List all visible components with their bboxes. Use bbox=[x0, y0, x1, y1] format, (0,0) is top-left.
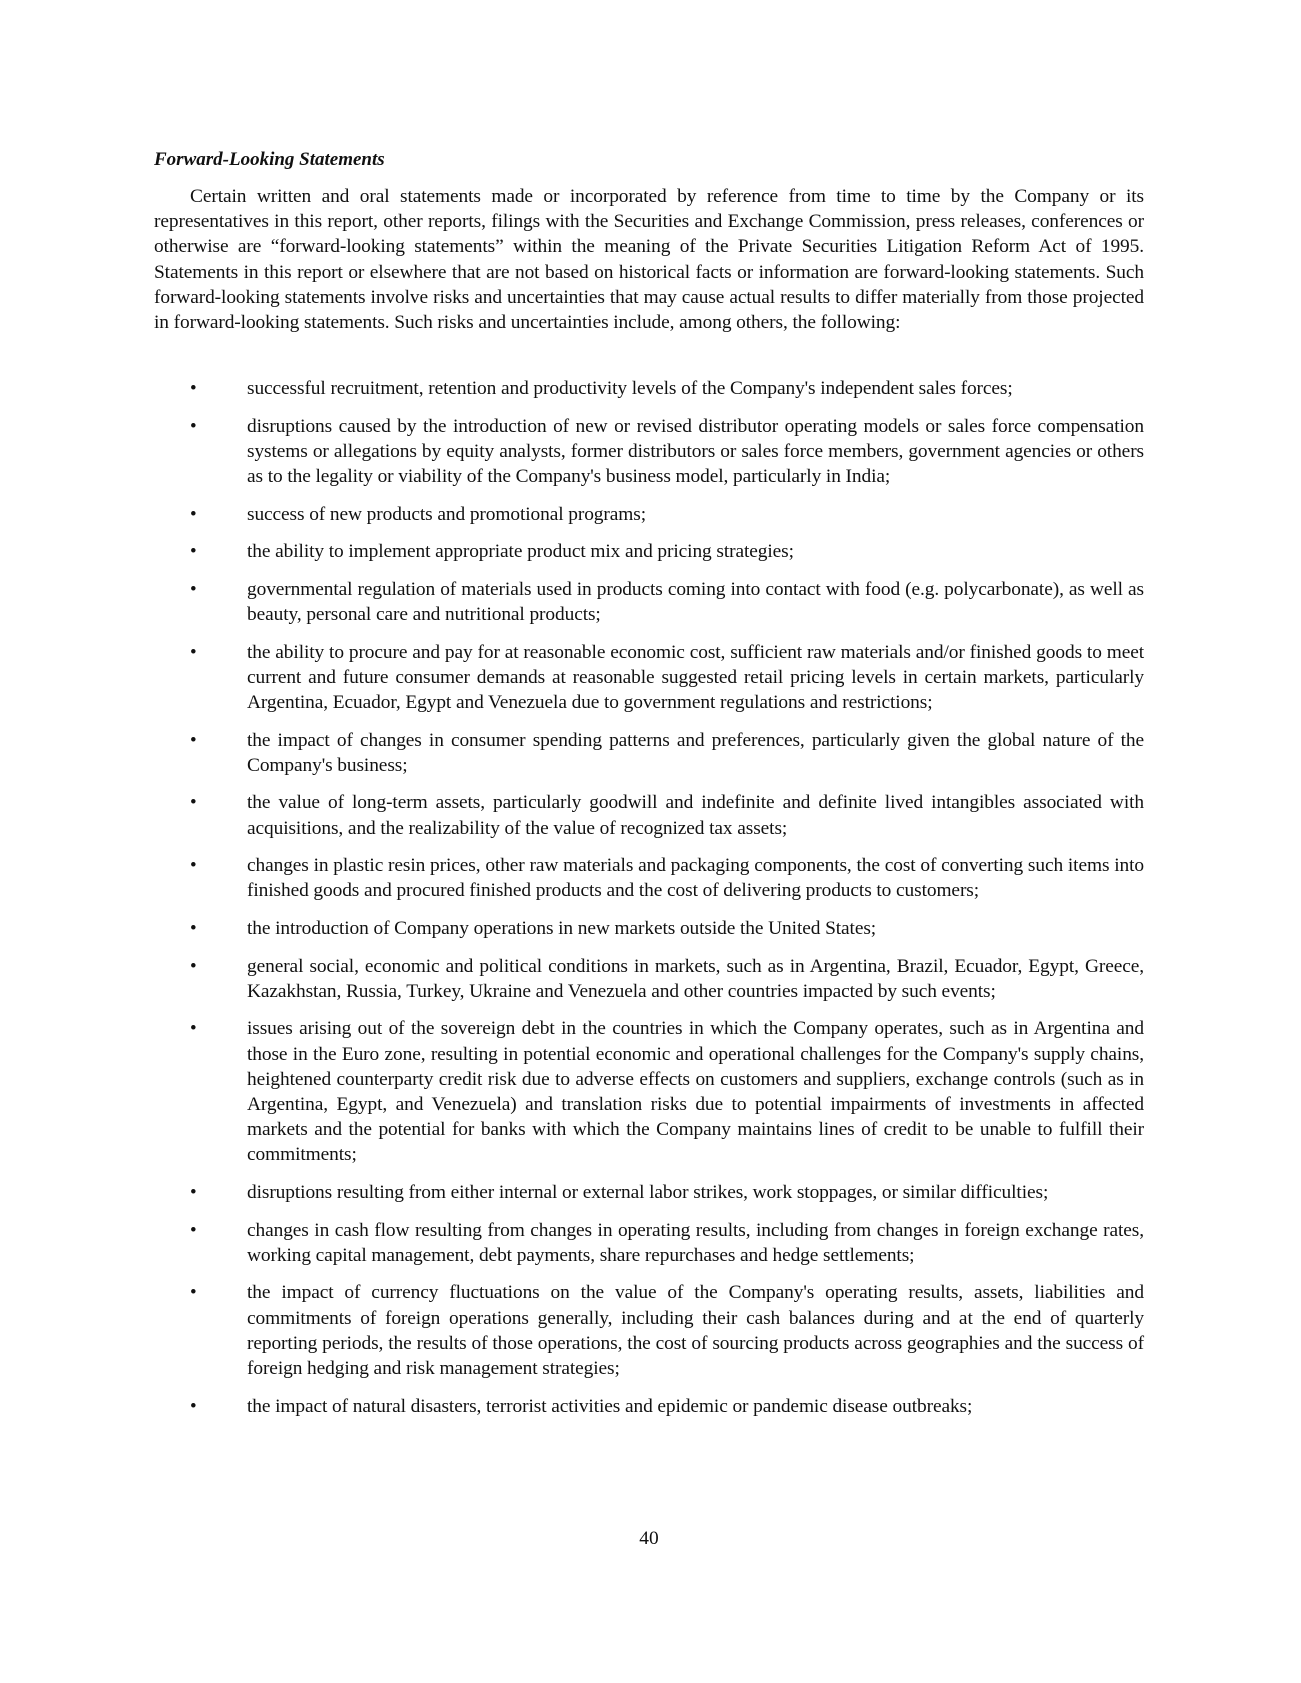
list-item bbox=[154, 577, 1144, 627]
list-item bbox=[154, 376, 1144, 401]
list-item-text: changes in cash flow resulting from changes in operating results, including from changes in foreign exchange rates, working capital management, debt payments, share repurchases and hedge settlements; bbox=[247, 1219, 1144, 1266]
list-item bbox=[154, 790, 1144, 840]
list-item bbox=[154, 502, 1144, 527]
list-item-text: general social, economic and political conditions in markets, such as in Argentina, Brazil, Ecuador, Egypt, Greece, Kazakhstan, Russia, Turkey, Ukraine and Venezuela and other countries impacted by such events; bbox=[247, 955, 1144, 1002]
list-item-text: the impact of changes in consumer spending patterns and preferences, particularly given the global nature of the Company's business; bbox=[247, 729, 1144, 776]
list-item bbox=[154, 640, 1144, 716]
list-item-text: the ability to implement appropriate product mix and pricing strategies; bbox=[247, 541, 794, 563]
bullet-icon: • bbox=[190, 955, 197, 977]
page-number: 40 bbox=[639, 1528, 659, 1549]
bullet-icon: • bbox=[190, 1018, 197, 1040]
list-item-text: changes in plastic resin prices, other raw materials and packaging components, the cost of converting such items into finished goods and procured finished products and the cost of delivering products to customers; bbox=[247, 855, 1144, 902]
list-item-text: the introduction of Company operations in new markets outside the United States; bbox=[247, 917, 877, 939]
list-item bbox=[154, 954, 1144, 1004]
list-item-text: disruptions caused by the introduction of new or revised distributor operating models or sales force compensation systems or allegations by equity analysts, former distributors or sales force members, government agencies or others as to the legality or viability of the Company's business model, particularly in India; bbox=[247, 415, 1144, 487]
bullet-icon: • bbox=[190, 792, 197, 814]
list-item-text: success of new products and promotional programs; bbox=[247, 503, 646, 525]
list-item-text: successful recruitment, retention and productivity levels of the Company's independent sales forces; bbox=[247, 378, 1013, 399]
risk-factor-list bbox=[154, 376, 1144, 1431]
list-item-text: the impact of currency fluctuations on the value of the Company's operating results, assets, liabilities and commitments of foreign operations generally, including their cash balances during and at the end of quarterly reporting periods, the results of those operations, the cost of sourcing products across geographies and the success of foreign hedging and risk management strategies; bbox=[247, 1282, 1144, 1379]
list-item-text: disruptions resulting from either internal or external labor strikes, work stoppages, or similar difficulties; bbox=[247, 1181, 1049, 1203]
bullet-icon: • bbox=[190, 855, 197, 877]
list-item-text: the value of long-term assets, particularly goodwill and indefinite and definite lived intangibles associated with acquisitions, and the realizability of the value of recognized tax assets; bbox=[247, 792, 1144, 839]
list-item bbox=[154, 414, 1144, 490]
bullet-icon: • bbox=[190, 729, 197, 751]
bullet-icon: • bbox=[190, 578, 197, 600]
list-item bbox=[154, 539, 1144, 564]
bullet-icon: • bbox=[190, 1219, 197, 1241]
list-item bbox=[154, 728, 1144, 778]
list-item-text: issues arising out of the sovereign debt in the countries in which the Company operates, such as in Argentina and those in the Euro zone, resulting in potential economic and operational challenges for the Company's supply chains, heightened counterparty credit risk due to adverse effects on customers and suppliers, exchange controls (such as in Argentina, Egypt, and Venezuela) and translation risks due to potential impairments of investments in affected markets and the potential for banks with which the Company maintains lines of credit to be unable to fulfill their commitments; bbox=[247, 1018, 1144, 1166]
bullet-icon: • bbox=[190, 641, 197, 663]
list-item bbox=[154, 1394, 1144, 1419]
bullet-icon: • bbox=[190, 503, 197, 525]
list-item bbox=[154, 1218, 1144, 1268]
bullet-icon: • bbox=[190, 541, 197, 563]
list-item bbox=[154, 1016, 1144, 1167]
document-page bbox=[154, 0, 1144, 1683]
section-heading: Forward-Looking Statements bbox=[154, 149, 385, 170]
bullet-icon: • bbox=[190, 1181, 197, 1203]
list-item bbox=[154, 853, 1144, 903]
bullet-icon: • bbox=[190, 1395, 197, 1417]
list-item bbox=[154, 1180, 1144, 1205]
list-item-text: governmental regulation of materials used in products coming into contact with food (e.g. polycarbonate), as well as beauty, personal care and nutritional products; bbox=[247, 578, 1144, 625]
intro-paragraph: Certain written and oral statements made or incorporated by reference from time to time by the Company or its representatives in this report, other reports, filings with the Securities and Exchange Commission, press releases, conferences or otherwise are “forward-looking statements” within the meaning of the Private Securities Litigation Reform Act of 1995. Statements in this report or elsewhere that are not based on historical facts or information are forward-looking statements. Such forward-looking statements involve risks and uncertainties that may cause actual results to differ materially from those projected in forward-looking statements. Such risks and uncertainties include, among others, the following: bbox=[154, 186, 1144, 334]
bullet-icon: • bbox=[190, 378, 197, 399]
list-item bbox=[154, 916, 1144, 941]
list-item-text: the ability to procure and pay for at reasonable economic cost, sufficient raw materials and/or finished goods to meet current and future consumer demands at reasonable suggested retail pricing levels in certain markets, particularly Argentina, Ecuador, Egypt and Venezuela due to government regulations and restrictions; bbox=[247, 641, 1144, 713]
bullet-icon: • bbox=[190, 1282, 197, 1304]
bullet-icon: • bbox=[190, 415, 197, 437]
list-item-text: the impact of natural disasters, terrorist activities and epidemic or pandemic disease outbreaks; bbox=[247, 1395, 973, 1417]
bullet-icon: • bbox=[190, 917, 197, 939]
list-item bbox=[154, 1280, 1144, 1381]
